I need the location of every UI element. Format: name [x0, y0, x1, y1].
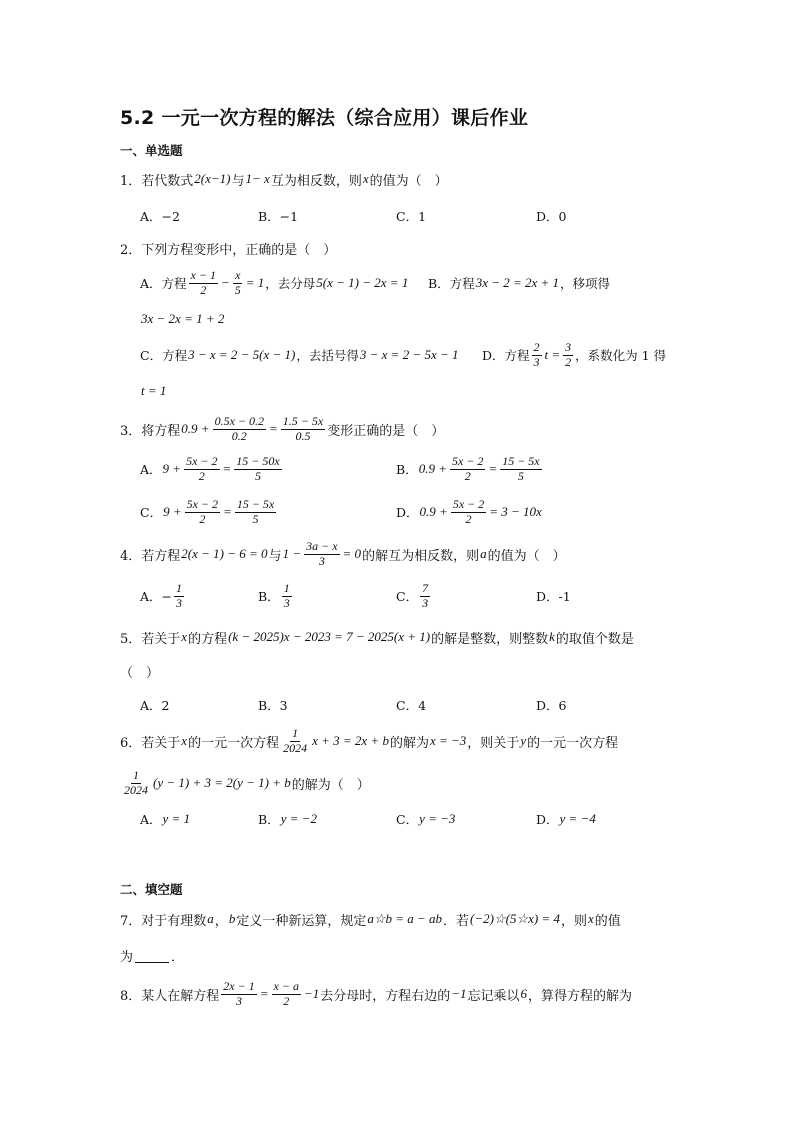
q4-option-a: A．− $\frac{1}{3}$	[140, 580, 183, 610]
page-title: 5.2 一元一次方程的解法（综合应用）课后作业	[120, 107, 529, 129]
q5-option-c: C．4	[396, 698, 427, 713]
q2-option-d-result: t = 1	[141, 383, 167, 398]
q5-option-a: A．2	[140, 698, 170, 713]
question-5: 5． 若关于 x 的方程 (k − 2025)x − 2023 = 7 − 2025(x + 1) 的解是整数，则整数 k 的取值个数是	[120, 629, 634, 647]
q2-option-b-result: 3x − 2x = 1 + 2	[141, 311, 225, 326]
q4-option-b: B． $\frac{1}{3}$	[258, 580, 290, 610]
question-5-paren: （ ）	[120, 665, 160, 681]
q6-option-a: A． y = 1	[140, 811, 191, 827]
q4-option-c: C． $\frac{7}{3}$	[396, 580, 429, 610]
question-6-line-2: $\frac{1}{2024}$ (y − 1) + 3 = 2(y − 1) + b 的解为（ ）	[124, 767, 370, 797]
question-7: 7． 对于有理数 a ， b 定义一种新运算，规定 a☆b = a − ab ．若 (−2)☆(5☆x) = 4 ，则 x 的值	[120, 911, 621, 929]
question-1: 1． 若代数式 2(x−1) 与 1− x 互为相反数，则 x 的值为（ ）	[120, 171, 448, 189]
q1-option-c: C．1	[396, 209, 427, 224]
question-6: 6． 若关于 x 的一元一次方程 $\frac{1}{2024}$ x + 3 = 2x + b 的解为 x = −3 ，则关于 y 的一元一次方程	[120, 725, 619, 755]
q1-option-d: D．0	[536, 209, 567, 224]
q2-option-b: B．方程 3x − 2 = 2x + 1 ，移项得	[428, 275, 611, 291]
q5-option-b: B．3	[258, 698, 288, 713]
q3-option-a: A． 9 + $\frac{5x - 2}{2}$ = $\frac{15 - 50x}{5}$	[140, 453, 280, 483]
q2-option-a: A．方程 $\frac{x - 1}{2}$ − $\frac{x}{5}$ = 1 ，去分母 5(x − 1) − 2x = 1	[140, 267, 409, 297]
question-3: 3． 将方程 0.9 + $\frac{0.5x - 0.2}{0.2}$ = $\frac{1.5 - 5x}{0.5}$ 变形正确的是（ ）	[120, 413, 445, 443]
q3-option-b: B． 0.9 + $\frac{5x - 2}{2}$ = $\frac{15 - 5x}{5}$	[396, 453, 540, 483]
q6-option-d: D． y = −4	[536, 811, 596, 827]
section-single-choice: 一、单选题	[120, 143, 183, 158]
question-7-line-2: 为 ．	[120, 949, 185, 965]
q2-option-d: D．方程 $\frac{2}{3}$ t = $\frac{3}{2}$ ，系数化为 1 得	[482, 339, 667, 369]
question-8: 8． 某人在解方程 $\frac{2x - 1}{3}$ = $\frac{x - a}{2}$ −1 去分母时，方程右边的 −1 忘记乘以 6 ，算得方程的解为	[120, 978, 633, 1008]
answer-blank[interactable]	[135, 948, 169, 963]
q5-option-d: D．6	[536, 698, 567, 713]
q2-option-c: C．方程 3 − x = 2 − 5(x − 1) ，去括号得 3 − x = 2 − 5x − 1	[140, 347, 459, 363]
q3-option-d: D． 0.9 + $\frac{5x - 2}{2}$ = 3 − 10x	[396, 496, 542, 526]
question-2: 2． 下列方程变形中，正确的是（ ）	[120, 242, 337, 258]
q6-option-c: C． y = −3	[396, 811, 456, 827]
q1-option-b: B．−1	[258, 209, 299, 224]
q1-option-a: A．−2	[140, 209, 180, 224]
q3-option-c: C． 9 + $\frac{5x - 2}{2}$ = $\frac{15 - 5x}{5}$	[140, 496, 275, 526]
question-4: 4． 若方程 2(x − 1) − 6 = 0 与 1 − $\frac{3a - x}{3}$ = 0 的解互为相反数，则 a 的值为（ ）	[120, 538, 566, 568]
q6-option-b: B． y = −2	[258, 811, 318, 827]
section-fill-in: 二、填空题	[120, 882, 183, 897]
q4-option-d: D．-1	[536, 589, 571, 604]
